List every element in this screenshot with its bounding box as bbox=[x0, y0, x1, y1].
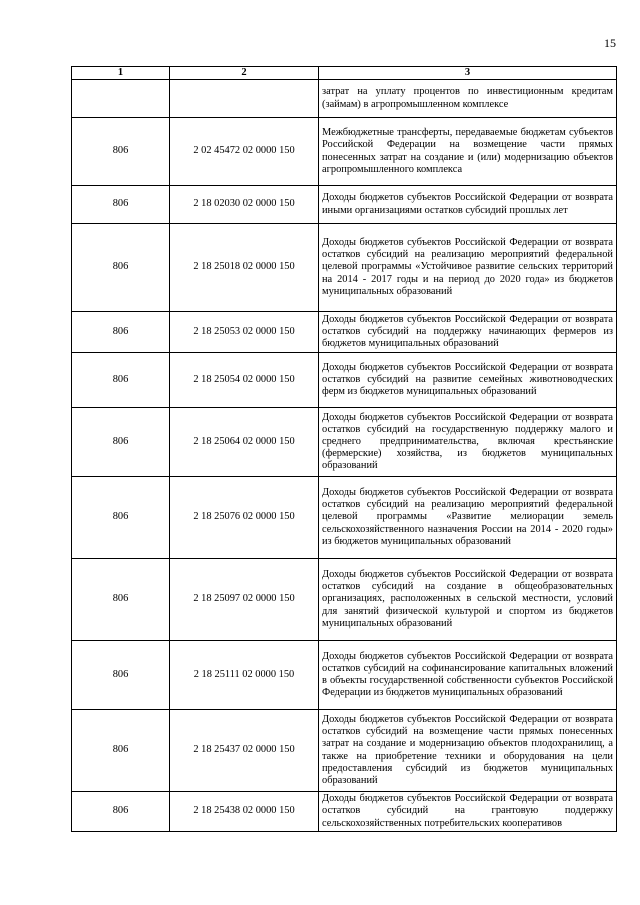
admin-code-cell: 806 bbox=[72, 353, 170, 408]
revenue-description-cell bbox=[319, 224, 617, 312]
revenue-description-text: Доходы бюджетов субъектов Российской Федерации от возврата остатков субсидий на реализацию мероприятий федеральной целевой программы «Развитие мелиорации земель сельскохозяйственного назначения России на 2014 - 2020 годы» из бюджетов муниципальных образований bbox=[322, 487, 613, 547]
table-row bbox=[72, 477, 617, 559]
admin-code-cell: 806 bbox=[72, 312, 170, 353]
admin-code-cell: 806 bbox=[72, 186, 170, 224]
admin-code-cell: 806 bbox=[72, 477, 170, 559]
revenue-code-cell: 2 02 45472 02 0000 150 bbox=[170, 118, 319, 186]
table-header-row bbox=[72, 67, 617, 80]
table-row bbox=[72, 710, 617, 792]
admin-code-cell: 806 bbox=[72, 641, 170, 710]
revenue-description-text: Доходы бюджетов субъектов Российской Федерации от возврата остатков субсидий на создание в общеобразовательных организациях, расположенных в сельской местности, условий для занятий физической культурой и спортом из бюджетов муниципальных образований bbox=[322, 569, 613, 629]
revenue-code-cell bbox=[170, 80, 319, 118]
revenue-description-text: Доходы бюджетов субъектов Российской Федерации от возврата остатков субсидий на государственную поддержку малого и среднего предпринимательства, включая крестьянские (фермерские) хозяйства, из бюджетов муниципальных образований bbox=[322, 411, 613, 472]
revenue-description-text: Доходы бюджетов субъектов Российской Федерации от возврата остатков субсидий на реализацию мероприятий федеральной целевой программы «Устойчивое развитие сельских территорий на 2014 - 2017 годы и на период до 2020 года» из бюджетов муниципальных образований bbox=[322, 237, 613, 297]
column-header-3: 3 bbox=[319, 67, 617, 80]
revenue-code-cell: 2 18 02030 02 0000 150 bbox=[170, 186, 319, 224]
admin-code-cell: 806 bbox=[72, 118, 170, 186]
revenue-description-cell bbox=[319, 641, 617, 710]
table-row bbox=[72, 312, 617, 353]
revenue-description-text: Доходы бюджетов субъектов Российской Федерации от возврата остатков субсидий на грантовую поддержку сельскохозяйственных потребительских кооперативов bbox=[322, 793, 613, 829]
table-row bbox=[72, 80, 617, 118]
column-header-1: 1 bbox=[72, 67, 170, 80]
revenue-description-text: Доходы бюджетов субъектов Российской Федерации от возврата остатков субсидий на развитие семейных животноводческих ферм из бюджетов муниципальных образований bbox=[322, 361, 613, 398]
table-row bbox=[72, 559, 617, 641]
revenue-description-text: затрат на уплату процентов по инвестиционным кредитам (займам) в агропромышленном комплексе bbox=[322, 86, 613, 110]
column-header-2: 2 bbox=[170, 67, 319, 80]
revenue-code-cell: 2 18 25053 02 0000 150 bbox=[170, 312, 319, 353]
revenue-description-text: Доходы бюджетов субъектов Российской Федерации от возврата остатков субсидий на поддержку начинающих фермеров из бюджетов муниципальных образований bbox=[322, 313, 613, 350]
admin-code-cell: 806 bbox=[72, 792, 170, 832]
table-row bbox=[72, 792, 617, 832]
table-row bbox=[72, 353, 617, 408]
revenue-code-cell: 2 18 25064 02 0000 150 bbox=[170, 408, 319, 477]
revenue-description-cell bbox=[319, 312, 617, 353]
revenue-description-text: Доходы бюджетов субъектов Российской Федерации от возврата иными организациями остатков субсидий прошлых лет bbox=[322, 192, 613, 216]
revenue-description-cell bbox=[319, 80, 617, 118]
revenue-description-cell bbox=[319, 353, 617, 408]
table-row bbox=[72, 186, 617, 224]
admin-code-cell: 806 bbox=[72, 408, 170, 477]
revenue-description-cell bbox=[319, 408, 617, 477]
admin-code-cell: 806 bbox=[72, 710, 170, 792]
revenue-description-text: Межбюджетные трансферты, передаваемые бюджетам субъектов Российской Федерации на возмещение части прямых понесенных затрат на создание и (или) модернизацию объектов агропромышленного комплекса bbox=[322, 127, 613, 175]
revenue-code-cell: 2 18 25076 02 0000 150 bbox=[170, 477, 319, 559]
revenue-description-cell bbox=[319, 792, 617, 832]
revenue-code-cell: 2 18 25097 02 0000 150 bbox=[170, 559, 319, 641]
revenue-code-cell: 2 18 25054 02 0000 150 bbox=[170, 353, 319, 408]
revenue-description-cell bbox=[319, 559, 617, 641]
revenue-description-cell bbox=[319, 477, 617, 559]
revenue-description-text: Доходы бюджетов субъектов Российской Федерации от возврата остатков субсидий на софинансирование капитальных вложений в объекты государственной собственности субъектов Российской Федерации из бюджетов муниципальных образований bbox=[322, 650, 613, 699]
budget-revenue-table bbox=[71, 66, 617, 832]
revenue-description-cell bbox=[319, 118, 617, 186]
revenue-description-cell bbox=[319, 710, 617, 792]
table-row bbox=[72, 641, 617, 710]
revenue-description-text: Доходы бюджетов субъектов Российской Федерации от возврата остатков субсидий на возмещение части прямых понесенных затрат на создание и модернизацию объектов плодохранилищ, а также на приобретение техники и оборудования на цели предоставления субсидий из бюджетов муниципальных образований bbox=[322, 714, 613, 786]
admin-code-cell: 806 bbox=[72, 224, 170, 312]
table-row bbox=[72, 224, 617, 312]
admin-code-cell: 806 bbox=[72, 559, 170, 641]
table-row bbox=[72, 408, 617, 477]
revenue-code-cell: 2 18 25018 02 0000 150 bbox=[170, 224, 319, 312]
revenue-code-cell: 2 18 25437 02 0000 150 bbox=[170, 710, 319, 792]
revenue-description-cell bbox=[319, 186, 617, 224]
revenue-code-cell: 2 18 25111 02 0000 150 bbox=[170, 641, 319, 710]
revenue-code-cell: 2 18 25438 02 0000 150 bbox=[170, 792, 319, 832]
page-number: 15 bbox=[604, 36, 616, 50]
admin-code-cell bbox=[72, 80, 170, 118]
table-row bbox=[72, 118, 617, 186]
